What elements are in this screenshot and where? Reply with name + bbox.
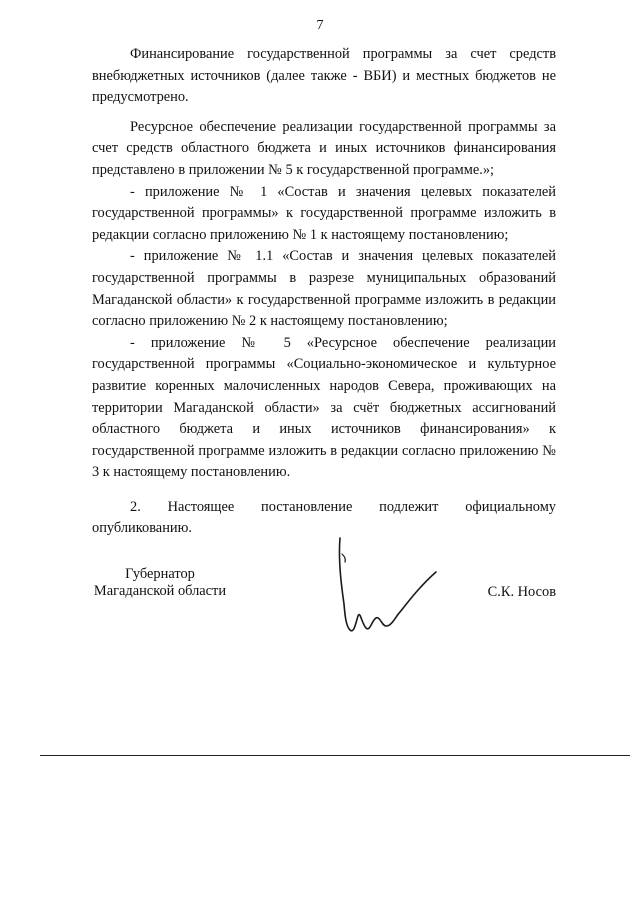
document-body <box>92 44 556 548</box>
paragraph-appendix-1-1: - приложение № 1.1 «Состав и значения целевых показателей государственной программы в разрезе муниципальных образований Магаданской области» к государственной программе изложить в редакции согласно приложению № 2 к настоящему постановлению; <box>92 248 556 330</box>
signer-position <box>92 566 228 600</box>
handwritten-signature <box>332 532 442 642</box>
bottom-rule <box>40 755 630 756</box>
paragraph-funding-vbi: Финансирование государственной программы за счет средств внебюджетных источников (далее также - ВБИ) и местных бюджетов не предусмотрено. <box>92 46 556 106</box>
page-number: 7 <box>316 18 324 33</box>
signer-name: С.К. Носов <box>487 584 556 600</box>
signature-block <box>92 566 556 656</box>
paragraph-resource-support: Ресурсное обеспечение реализации государственной программы за счет средств областного бюджета и иных источников финансирования представлено в приложении № 5 к государственной программе.»; <box>92 118 556 178</box>
paragraph-publication: 2. Настоящее постановление подлежит официальному опубликованию. <box>92 498 556 537</box>
paragraph-appendix-5: - приложение № 5 «Ресурсное обеспечение реализации государственной программы «Социально-экономическое и культурное развитие коренных малочисленных народов Севера, проживающих на территории Магаданской области» за счёт бюджетных ассигнований областного бюджета и иных источников финансирования» к государственной программе изложить в редакции согласно приложению № 3 к настоящему постановлению. <box>92 334 556 481</box>
paragraph-appendix-1: - приложение № 1 «Состав и значения целевых показателей государственной программы» к государственной программе изложить в редакции согласно приложению № 1 к настоящему постановлению; <box>92 183 556 243</box>
signer-position-line-1: Губернатор <box>125 566 195 582</box>
signer-position-line-2: Магаданской области <box>93 583 227 599</box>
